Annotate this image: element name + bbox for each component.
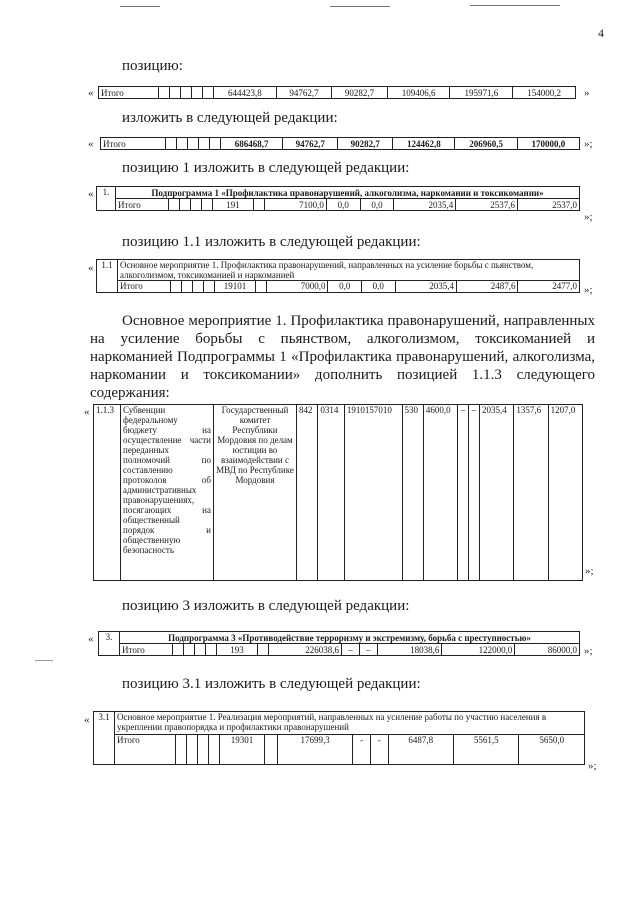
value-cell: 170000,0 [517,138,579,150]
activity-title: Основное мероприятие 1. Реализация мероприятий, направленных на усиление работы по участию населения в укреплении правопорядка и профилактики правонарушений [115,712,585,735]
code-cell: 19101 [215,281,256,293]
code-cell: 193 [217,644,258,656]
page-number: 4 [598,26,604,40]
open-quote: « [88,188,94,200]
value-cell: 226038,6 [269,644,342,656]
open-quote: « [88,633,94,645]
value-cell: 5561,5 [454,735,519,765]
value-cell: 842 [297,405,318,581]
position-3-1-table [93,711,585,765]
value-cell: 2537,6 [456,199,518,211]
value-cell: 5650,0 [519,735,585,765]
section-label: позицию: [122,58,183,74]
value-cell: 0,0 [326,199,360,211]
close-quote: »; [585,565,594,577]
value-cell: 109406,6 [387,87,450,99]
row-number: 1. [97,187,116,211]
item-1-1-3-table [93,404,583,581]
scan-artifact [330,6,390,7]
row-name: Итого [115,735,176,765]
value-cell: 124462,8 [393,138,455,150]
row-number: 1.1 [97,260,118,293]
open-quote: « [88,262,94,274]
close-quote: »; [584,645,593,657]
value-cell: 6487,8 [388,735,453,765]
value-cell: 90282,7 [332,87,387,99]
position-1-table [96,186,580,211]
open-quote: « [84,714,90,726]
section-label: позицию 3.1 изложить в следующей редакции: [122,676,421,692]
value-cell: 0,0 [362,281,396,293]
value-cell: 1207,0 [548,405,582,581]
scan-artifact [120,6,160,7]
open-quote: « [88,87,94,99]
value-cell: 206960,5 [455,138,517,150]
executor-name: Государственный комитет Республики Мордовия по делам юстиции во взаимодействии с МВД по Республике Мордовия [214,405,297,581]
value-cell: 2537,0 [518,199,580,211]
value-cell: 18038,6 [377,644,442,656]
value-cell: 94762,7 [283,138,338,150]
row-name: Итого [101,138,166,150]
value-cell: 530 [402,405,423,581]
value-cell: 122000,0 [442,644,515,656]
value-cell: – [359,644,377,656]
close-quote: »; [584,284,593,296]
position-3-table [98,631,580,656]
value-cell: – [458,405,469,581]
row-name: Итого [120,644,173,656]
value-cell: 2487,6 [457,281,518,293]
close-quote: » [584,87,590,99]
value-cell: 2035,4 [480,405,514,581]
value-cell: 90282,7 [338,138,393,150]
value-cell: 1910157010 [344,405,402,581]
body-paragraph: Основное мероприятие 1. Профилактика правонарушений, направленных на усиление борьбы с пьянством, алкоголизмом, токсикоманией и наркоманией Подпрограммы 1 «Профилактика правонарушений, алкоголизма, наркомании и токсикомании» дополнить позицией 1.1.3 следующего содержания: [90,313,595,401]
total-row-table [100,137,580,150]
open-quote: « [84,406,90,418]
row-name: Итого [99,87,159,99]
value-cell: 7000,0 [267,281,328,293]
value-cell: – [469,405,480,581]
row-number: 3. [99,632,120,656]
activity-title: Основное мероприятие 1. Профилактика правонарушений, направленных на усиление борьбы с пьянством, алкоголизмом, токсикоманией и наркоманией [118,260,580,281]
value-cell: 686468,7 [221,138,283,150]
row-name: Итого [118,281,171,293]
value-cell: 4600,0 [423,405,457,581]
value-cell: 2477,0 [518,281,580,293]
activity-name: Субвенции федеральному бюджету на осуществление части переданных полномочий по составлению протоколов об административных правонарушениях, посягающих на общественный порядок и общественную безопасность [121,405,214,581]
open-quote: « [88,138,94,150]
total-row-table [98,86,576,99]
value-cell: 1357,6 [514,405,548,581]
scan-artifact [35,660,53,661]
section-label: изложить в следующей редакции: [122,110,338,126]
subprogram-title: Подпрограмма 3 «Противодействие терроризму и экстремизму, борьба с преступностью» [120,632,580,644]
close-quote: »; [584,211,593,223]
close-quote: »; [588,760,597,772]
subprogram-title: Подпрограмма 1 «Профилактика правонарушений, алкоголизма, наркомании и токсикомании» [116,187,580,199]
row-name: Итого [116,199,169,211]
value-cell: 0,0 [360,199,394,211]
value-cell: 195971,6 [450,87,513,99]
value-cell: - [353,735,371,765]
close-quote: »; [584,138,593,150]
value-cell: 94762,7 [276,87,331,99]
section-label: позицию 1 изложить в следующей редакции: [122,160,410,176]
row-number: 3.1 [94,712,115,765]
value-cell: 154000,2 [513,87,576,99]
section-label: позицию 1.1 изложить в следующей редакции: [122,234,421,250]
value-cell: 86000,0 [515,644,580,656]
value-cell: - [370,735,388,765]
value-cell: 17699,3 [278,735,353,765]
code-cell: 19301 [220,735,265,765]
position-1-1-table [96,259,580,293]
value-cell: 0314 [318,405,345,581]
section-label: позицию 3 изложить в следующей редакции: [122,598,410,614]
value-cell: 2035,4 [394,199,456,211]
value-cell: 7100,0 [265,199,327,211]
code-cell: 191 [213,199,254,211]
value-cell: – [342,644,360,656]
value-cell: 2035,4 [395,281,456,293]
value-cell: 644423,8 [214,87,277,99]
scan-artifact [470,5,560,6]
value-cell: 0,0 [328,281,362,293]
row-number: 1.1.3 [94,405,121,581]
